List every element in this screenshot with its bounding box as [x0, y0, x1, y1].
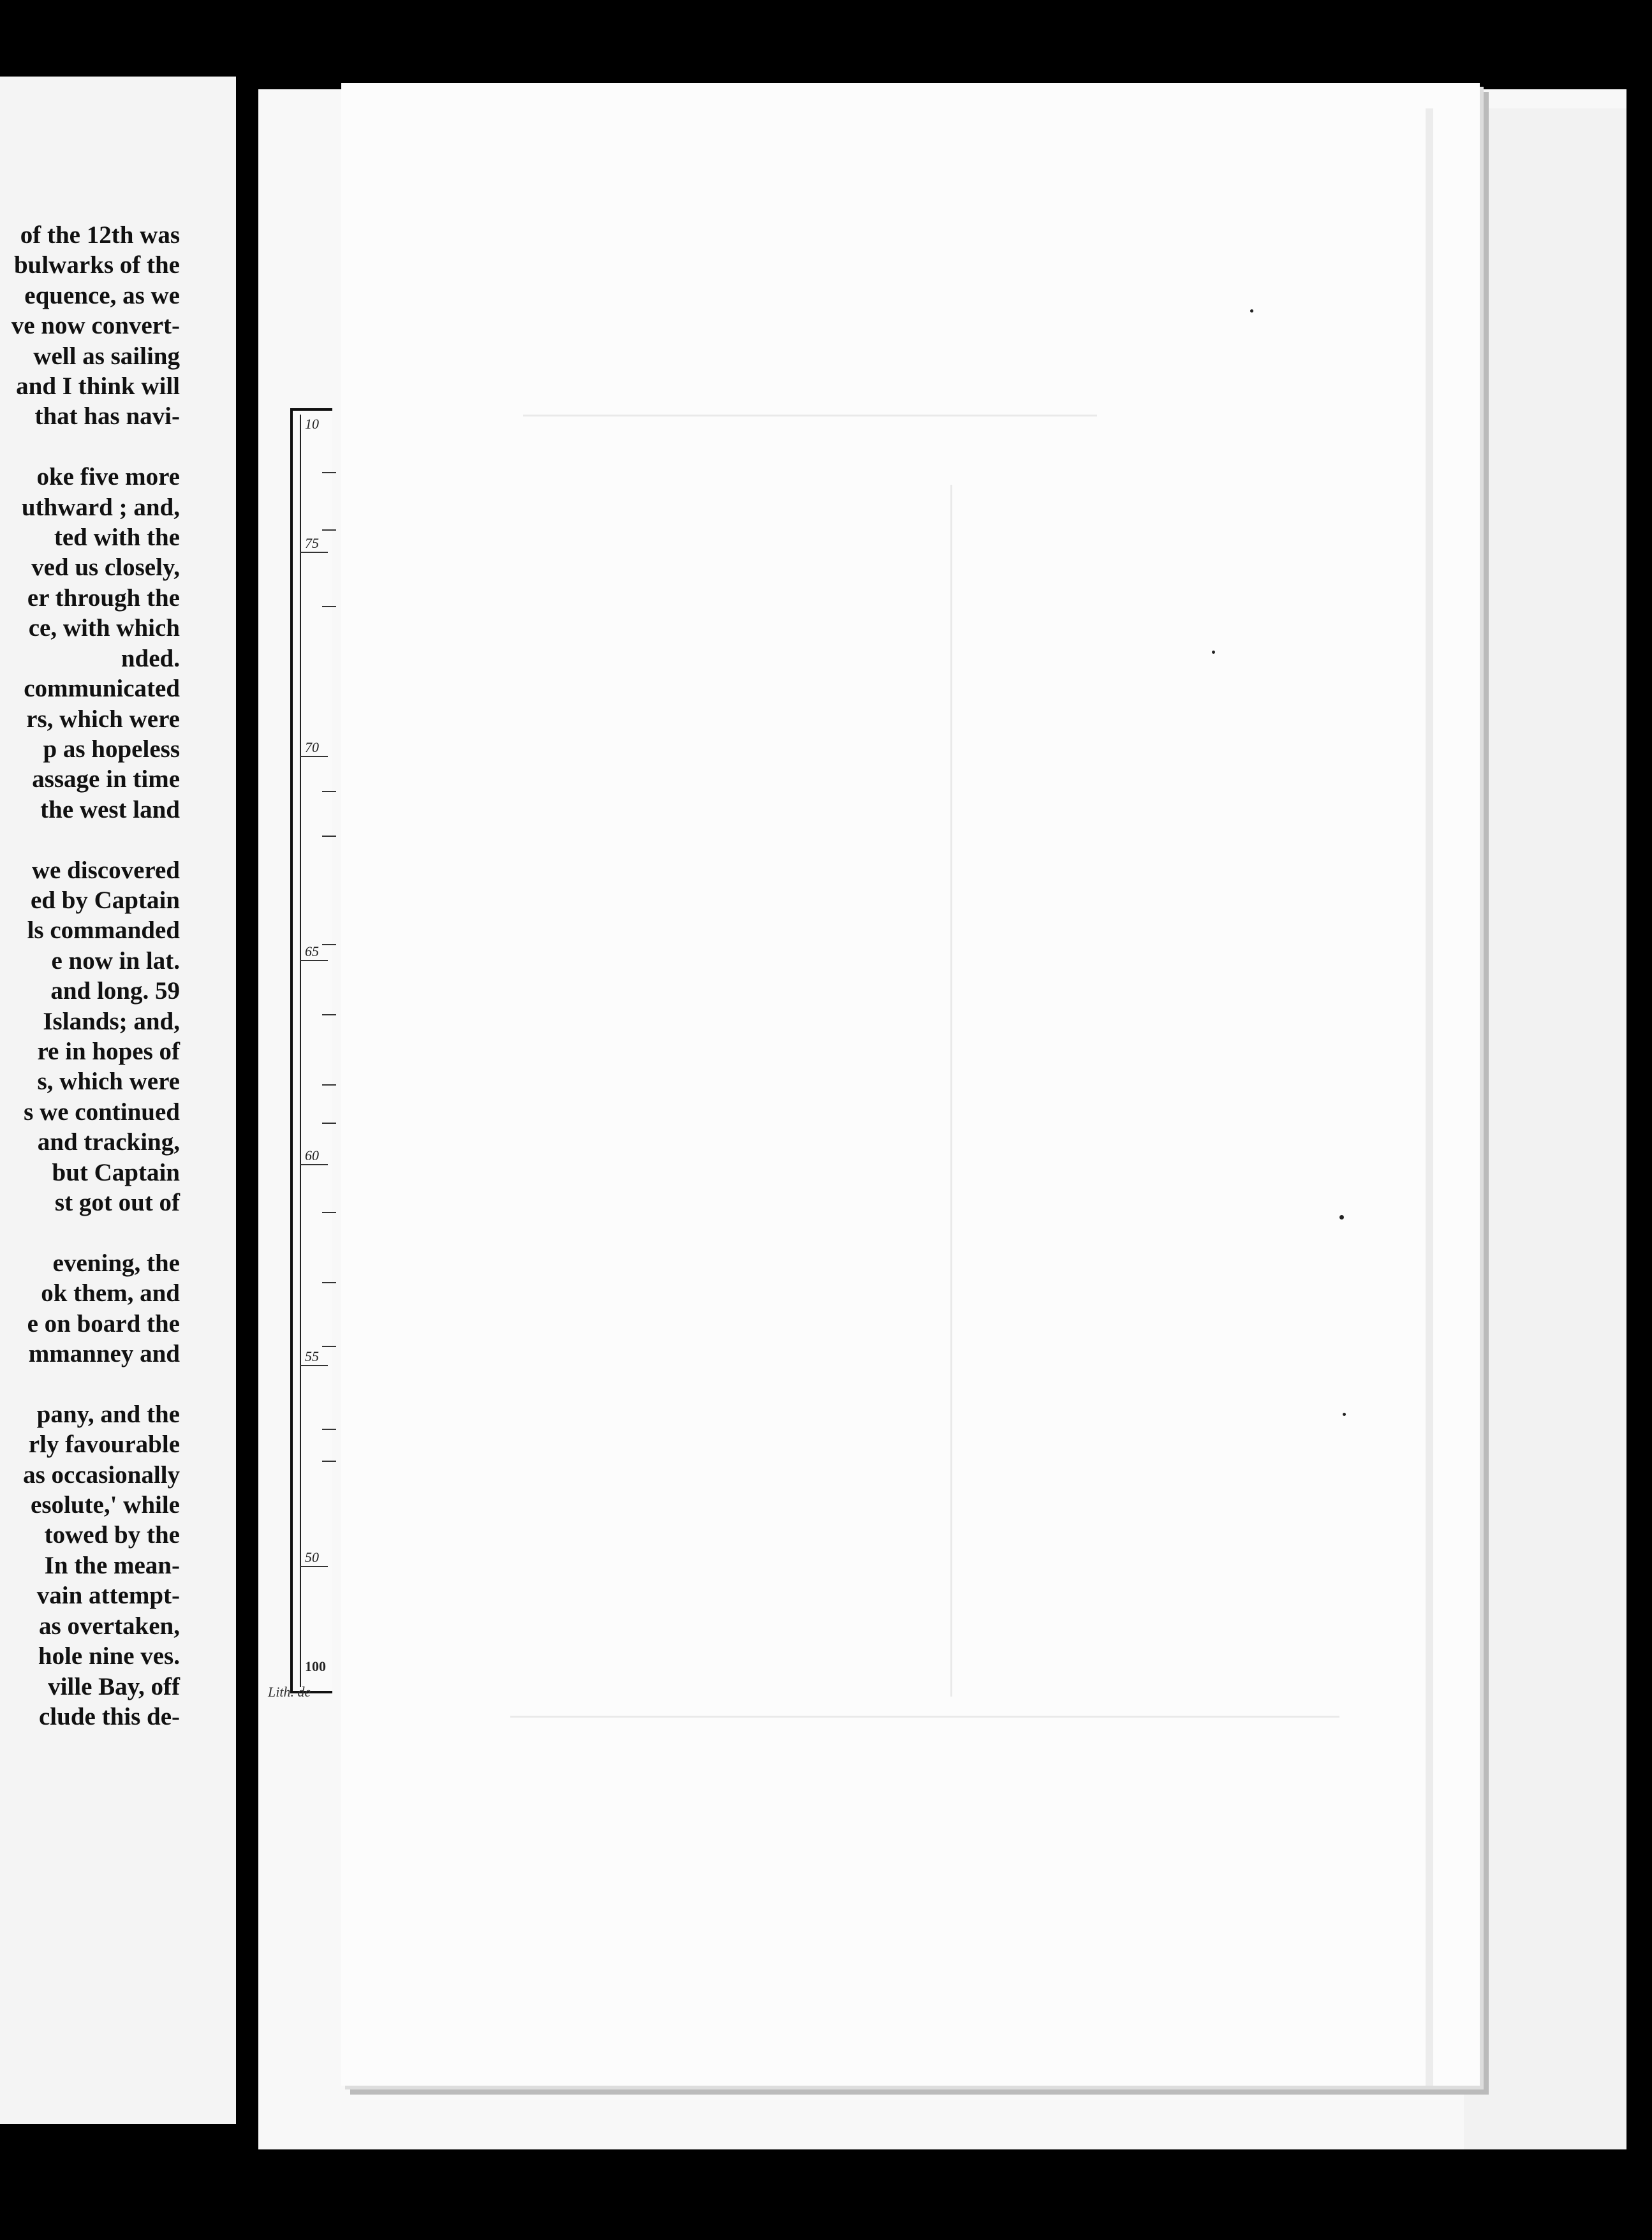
text-line: pany, and the: [36, 1400, 180, 1428]
map-lat-label: 65: [305, 943, 319, 959]
map-top-label: 10: [305, 416, 319, 432]
map-coastline-fragment: [322, 1461, 336, 1462]
blank-leaf: [341, 83, 1480, 2086]
text-line: [0, 1218, 180, 1248]
text-line: [0, 1369, 180, 1399]
text-line: but Captain: [52, 1158, 180, 1186]
text-line: ed by Captain: [30, 886, 180, 914]
text-line: s, which were: [37, 1068, 180, 1096]
bleed-through-rule: [523, 415, 1097, 416]
map-coastline-fragment: [322, 1084, 336, 1086]
back-page-edge: [1464, 108, 1626, 2149]
bleed-through-fold: [950, 485, 952, 1697]
map-credit: Lith. de: [268, 1684, 311, 1700]
text-line: vain attempt-: [36, 1582, 180, 1610]
dust-speck: [1339, 1215, 1344, 1219]
text-line: [0, 825, 180, 855]
text-line: oke five more: [36, 463, 180, 491]
text-line: e on board the: [27, 1309, 180, 1337]
text-line: and I think will: [16, 372, 180, 401]
text-line: and tracking,: [37, 1128, 180, 1156]
map-coastline-fragment: [322, 1346, 336, 1347]
text-line: evening, the: [52, 1249, 180, 1277]
map-coastline-fragment: [322, 472, 336, 473]
text-line: bulwarks of the: [13, 251, 180, 279]
text-line: p as hopeless: [43, 735, 180, 763]
map-lat-tick: [300, 1164, 328, 1165]
text-line: ls commanded: [27, 917, 180, 945]
text-line: esolute,' while: [31, 1491, 180, 1519]
dust-speck: [1250, 309, 1253, 313]
map-lat-tick: [300, 552, 328, 553]
map-lat-label: 50: [305, 1549, 319, 1565]
map-coastline-fragment: [322, 791, 336, 792]
map-lat-tick: [300, 1365, 328, 1366]
text-line: that has navi-: [34, 402, 180, 431]
text-line: ville Bay, off: [48, 1672, 180, 1700]
blank-leaf-edge: [1426, 108, 1433, 2086]
text-line: the west land: [40, 795, 180, 823]
text-line: well as sailing: [33, 342, 180, 370]
map-coastline-fragment: [322, 1282, 336, 1283]
text-line: e now in lat.: [51, 947, 180, 975]
text-line: of the 12th was: [20, 221, 180, 249]
bleed-through-rule: [510, 1716, 1339, 1718]
text-line: assage in time: [32, 765, 180, 793]
text-line: ve now convert-: [11, 312, 180, 340]
text-line: hole nine ves.: [38, 1642, 180, 1670]
text-line: clude this de-: [38, 1702, 180, 1730]
map-coastline-fragment: [322, 1429, 336, 1430]
text-line: uthward ; and,: [21, 493, 180, 521]
text-line: s we continued: [24, 1098, 180, 1126]
text-line: rly favourable: [28, 1431, 180, 1459]
dust-speck: [1212, 651, 1215, 654]
text-line: ce, with which: [28, 614, 180, 642]
text-line: ok them, and: [41, 1279, 180, 1308]
text-line: mmanney and: [28, 1340, 180, 1368]
left-page-text: [0, 220, 180, 1732]
text-line: er through the: [27, 584, 180, 612]
dust-speck: [1343, 1413, 1346, 1416]
text-line: we discovered: [31, 856, 180, 884]
map-lat-tick: [300, 1566, 328, 1567]
text-line: towed by the: [44, 1521, 180, 1549]
map-coastline-fragment: [322, 1123, 336, 1124]
map-coastline-fragment: [322, 1014, 336, 1015]
map-lat-label: 75: [305, 535, 319, 551]
text-line: ted with the: [54, 524, 180, 552]
text-line: as occasionally: [23, 1461, 180, 1489]
map-coastline-fragment: [322, 606, 336, 607]
left-page: [0, 77, 236, 2124]
text-line: [0, 432, 180, 462]
map-coastline-fragment: [322, 529, 336, 531]
book-spine: [236, 0, 259, 2240]
map-coastline-fragment: [322, 944, 336, 945]
text-line: re in hopes of: [37, 1037, 180, 1065]
text-line: as overtaken,: [39, 1612, 180, 1640]
text-line: st got out of: [54, 1189, 180, 1216]
text-line: In the mean-: [44, 1551, 180, 1579]
text-line: Islands; and,: [43, 1007, 180, 1035]
map-lat-label: 55: [305, 1348, 319, 1364]
text-line: ved us closely,: [31, 554, 180, 582]
text-line: rs, which were: [26, 705, 180, 733]
text-line: equence, as we: [24, 281, 180, 309]
map-lat-tick: [300, 756, 328, 757]
map-coastline-fragment: [322, 836, 336, 837]
text-line: and long. 59: [50, 977, 180, 1005]
map-lat-label: 70: [305, 739, 319, 755]
map-coastline-fragment: [322, 1212, 336, 1213]
text-line: nded.: [121, 644, 180, 672]
map-bottom-label: 100: [305, 1658, 326, 1674]
map-lat-tick: [300, 960, 328, 961]
map-lat-label: 60: [305, 1147, 319, 1163]
text-line: communicated: [24, 675, 180, 703]
